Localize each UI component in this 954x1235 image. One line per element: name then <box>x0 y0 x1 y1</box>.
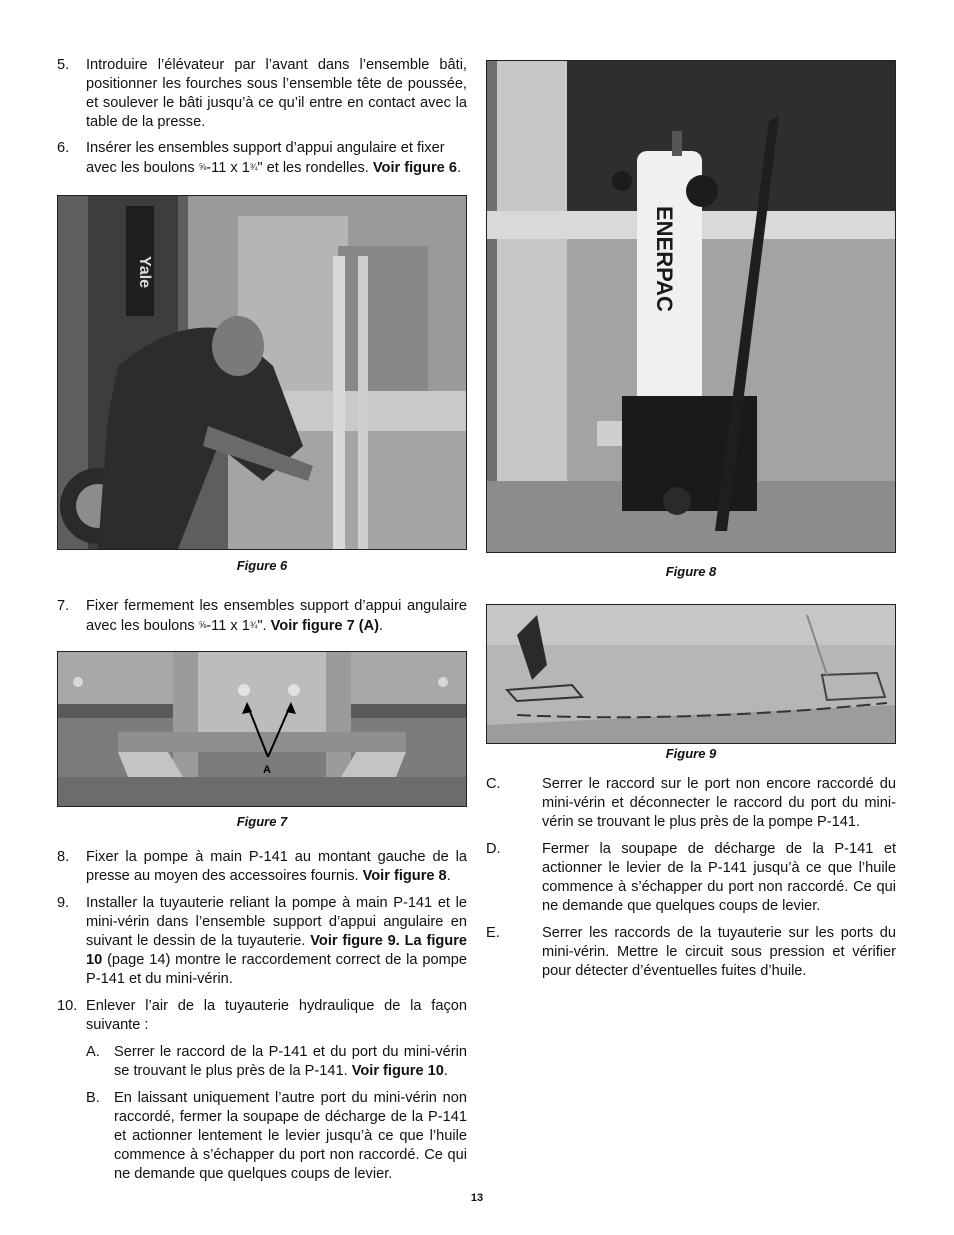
text-part: Installer la tuyauterie reliant la pompe à main P-141 et le mini-vérin dans l’ensemble support d’appui angulaire en suivant le dessin de la tuyauterie. <box>86 895 467 949</box>
step-letter: E. <box>486 925 500 941</box>
steps-c-e <box>486 775 896 981</box>
step-number: 5. <box>57 57 70 73</box>
steps-8-10 <box>57 848 467 1184</box>
figure-6-photo <box>57 195 467 550</box>
step-text: Enlever l’air de la tuyauterie hydraulique de la façon suivante : <box>86 998 467 1033</box>
hand-pump-image <box>487 61 895 552</box>
text-part: . <box>379 618 384 634</box>
text-part: Insérer les ensembles support d’appui angulaire et fixer avec les boulons <box>86 140 445 176</box>
text-part: (page 14) montre le raccordement correct de la pompe P-141 et du mini-vérin. <box>86 952 467 987</box>
fraction: ⅝ <box>198 162 207 172</box>
figure-9-caption: Figure 9 <box>665 746 717 761</box>
page-number: 13 <box>470 1192 484 1204</box>
step-number: 10. <box>57 998 78 1014</box>
figure-reference: Voir figure 10 <box>351 1063 444 1079</box>
steps-5-6 <box>57 56 467 178</box>
step-number: 9. <box>57 895 70 911</box>
angle-support-image <box>58 652 466 806</box>
step-text: En laissant uniquement l’autre port du mini-vérin non raccordé, fermer la soupape de décharge de la P-141 et actionner lentement le levier jusqu’à ce que l’huile commence à s’échapper du port non raccordé. Ce qui ne demande que quelques coups de levier. <box>114 1090 467 1182</box>
step-c <box>486 775 896 832</box>
text-part: -11 x 1 <box>206 618 250 634</box>
step-text: Serrer le raccord sur le port non encore raccordé du mini-vérin et déconnecter le raccord du port du mini-vérin se trouvant le plus près de la pompe P-141. <box>542 776 896 830</box>
step-7-block <box>57 597 467 636</box>
step-number: 6. <box>57 140 70 156</box>
forklift-scene-image <box>58 196 466 549</box>
callout-a-label: A <box>263 764 271 776</box>
step-text <box>86 848 467 886</box>
figure-7-caption: Figure 7 <box>236 814 288 829</box>
step-e <box>486 924 896 981</box>
text-part: Serrer le raccord de la P-141 et du port du mini-vérin se trouvant le plus près de la P-141. <box>114 1044 467 1079</box>
step-letter: C. <box>486 776 501 792</box>
text-part: . <box>456 160 462 176</box>
step-5 <box>57 56 467 132</box>
piping-layout-image <box>487 605 895 743</box>
step-6 <box>57 139 467 178</box>
step-letter: B. <box>86 1090 100 1106</box>
figure-8-photo <box>486 60 896 553</box>
step-8 <box>57 848 467 886</box>
fraction: ¾ <box>249 620 258 630</box>
fraction: ¾ <box>249 162 258 172</box>
step-a <box>57 1043 467 1081</box>
yale-sign-text: Yale <box>136 256 153 289</box>
figure-8-caption: Figure 8 <box>665 564 717 579</box>
text-part: Fixer la pompe à main P-141 au montant gauche de la presse au moyen des accessoires fournis. <box>86 849 467 884</box>
figure-6-caption: Figure 6 <box>236 558 288 573</box>
step-b <box>57 1089 467 1184</box>
step-text <box>86 894 467 989</box>
figure-reference: Voir figure 7 (A) <box>270 618 380 634</box>
figure-reference: Voir figure 6 <box>372 160 457 176</box>
step-text <box>86 597 467 636</box>
step-7 <box>57 597 467 636</box>
step-letter: D. <box>486 841 501 857</box>
figure-reference: Voir figure 8 <box>362 868 447 884</box>
text-part: " et les rondelles. <box>257 160 373 176</box>
text-part: -11 x 1 <box>206 160 250 176</box>
step-text: Serrer les raccords de la tuyauterie sur les ports du mini-vérin. Mettre le circuit sous pression et vérifier pour détecter d’éventuelles fuites d’huile. <box>542 925 896 979</box>
text-part: . <box>446 868 451 884</box>
step-d <box>486 840 896 916</box>
text-part: Fixer fermement les ensembles support d’appui angulaire avec les boulons <box>86 598 467 634</box>
text-part: ". <box>257 618 271 634</box>
step-text: Introduire l’élévateur par l’avant dans l’ensemble bâti, positionner les fourches sous l’ensemble tête de poussée, et soulever le bâti jusqu’à ce qu’il entre en contact avec la table de la presse. <box>86 57 467 130</box>
step-10 <box>57 997 467 1035</box>
figure-9-photo <box>486 604 896 744</box>
step-number: 8. <box>57 849 70 865</box>
figure-7-photo <box>57 651 467 807</box>
step-letter: A. <box>86 1044 100 1060</box>
fraction: ⅝ <box>198 620 207 630</box>
figure-reference: Voir figure 9. La figure 10 <box>86 933 467 968</box>
step-text <box>114 1043 467 1081</box>
step-text <box>86 139 467 178</box>
step-text: Fermer la soupape de décharge de la P-141 et actionner le levier de la P-141 jusqu’à ce que l’huile commence à s’échapper du port non raccordé. Ce qui ne demande que quelques coups de levier. <box>542 841 896 914</box>
enerpac-brand-text: ENERPAC <box>652 206 677 312</box>
step-number: 7. <box>57 598 70 614</box>
step-9 <box>57 894 467 989</box>
text-part: . <box>443 1063 448 1079</box>
